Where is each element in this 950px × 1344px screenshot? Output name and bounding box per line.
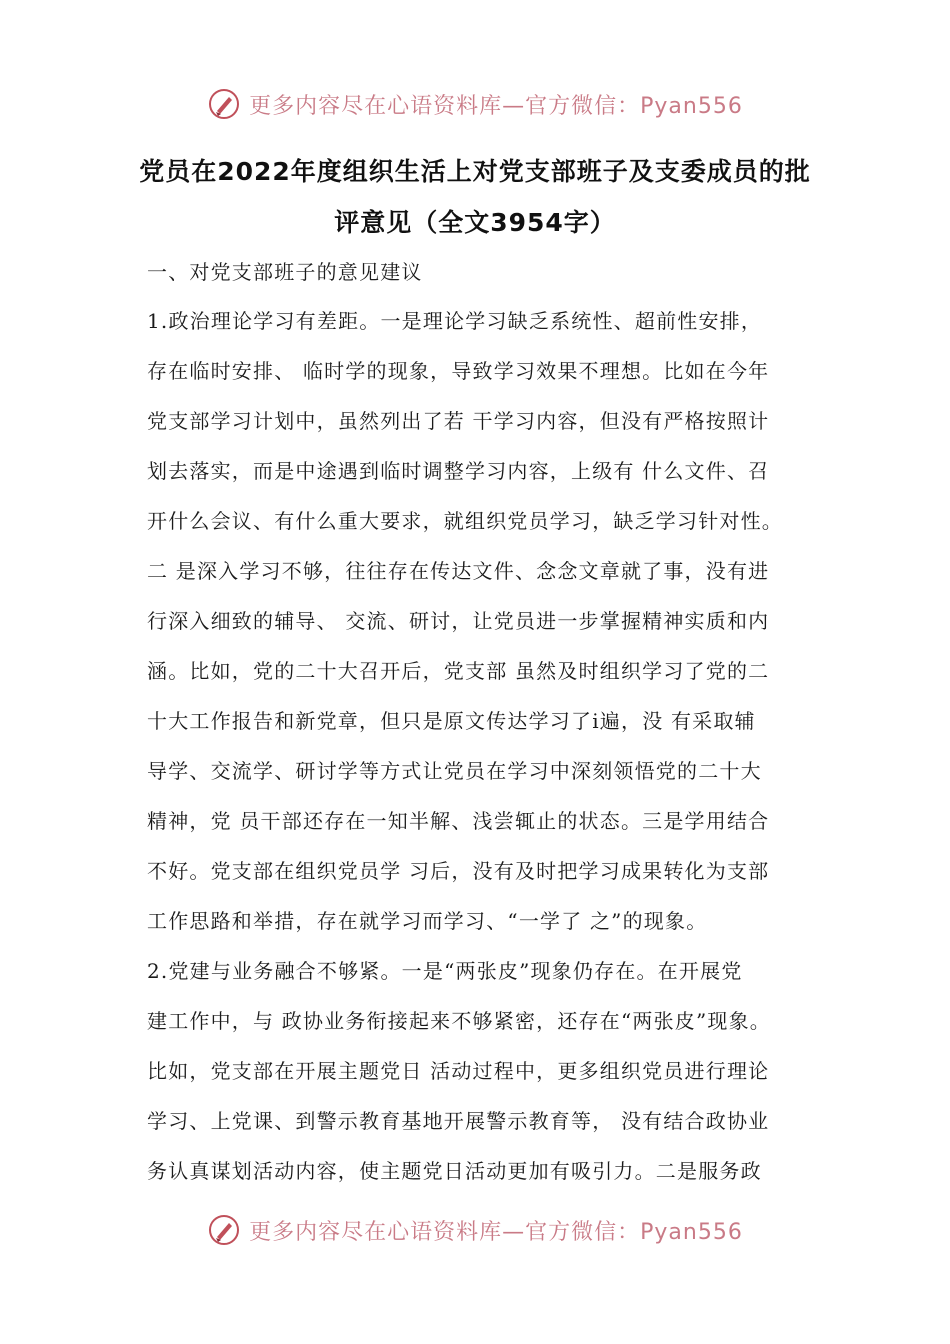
pen-nib-icon	[207, 87, 241, 121]
section-heading: 一、对党支部班子的意见建议	[147, 260, 423, 284]
body-line: 工作思路和举措，存在就学习而学习、“一学了 之”的现象。	[147, 909, 708, 933]
body-line: 开什么会议、有什么重大要求，就组织党员学习，缺乏学习针对性。	[147, 509, 783, 533]
body-line: 行深入细致的辅导、 交流、研讨，让党员进一步掌握精神实质和内	[147, 609, 770, 633]
header-banner-text: 更多内容尽在心语资料库—官方微信：Pyan556	[249, 93, 743, 119]
body-line: 2.党建与业务融合不够紧。一是“两张皮”现象仍存在。在开展党	[147, 959, 743, 983]
pen-nib-icon	[207, 1213, 241, 1247]
body-line: 十大工作报告和新党章，但只是原文传达学习了i遍，没 有采取辅	[147, 709, 756, 733]
body-line: 学习、上党课、到警示教育基地开展警示教育等， 没有结合政协业	[147, 1109, 770, 1133]
body-line: 二 是深入学习不够，往往存在传达文件、念念文章就了事，没有进	[147, 559, 770, 583]
body-line: 建工作中，与 政协业务衔接起来不够紧密，还存在“两张皮”现象。	[147, 1009, 772, 1033]
document-title-line-2: 评意见（全文3954字）	[334, 208, 616, 237]
body-line: 1.政治理论学习有差距。一是理论学习缺乏系统性、超前性安排，	[147, 309, 763, 333]
body-line: 不好。党支部在组织党员学 习后，没有及时把学习成果转化为支部	[147, 859, 770, 883]
body-line: 务认真谋划活动内容，使主题党日活动更加有吸引力。二是服务政	[147, 1159, 762, 1183]
header-banner	[0, 82, 950, 126]
body-line: 划去落实，而是中途遇到临时调整学习内容，上级有 什么文件、召	[147, 459, 770, 483]
body-line: 党支部学习计划中，虽然列出了若 干学习内容，但没有严格按照计	[147, 409, 770, 433]
document-title-line-1: 党员在2022年度组织生活上对党支部班子及支委成员的批	[139, 157, 811, 186]
footer-banner-text: 更多内容尽在心语资料库—官方微信：Pyan556	[249, 1219, 743, 1245]
footer-banner	[0, 1208, 950, 1252]
body-line: 导学、交流学、研讨学等方式让党员在学习中深刻领悟党的二十大	[147, 759, 762, 783]
body-line: 精神，党 员干部还存在一知半解、浅尝辄止的状态。三是学用结合	[147, 809, 770, 833]
body-line: 比如，党支部在开展主题党日 活动过程中，更多组织党员进行理论	[147, 1059, 770, 1083]
body-line: 存在临时安排、 临时学的现象，导致学习效果不理想。比如在今年	[147, 359, 770, 383]
body-line: 涵。比如，党的二十大召开后，党支部 虽然及时组织学习了党的二	[147, 659, 770, 683]
